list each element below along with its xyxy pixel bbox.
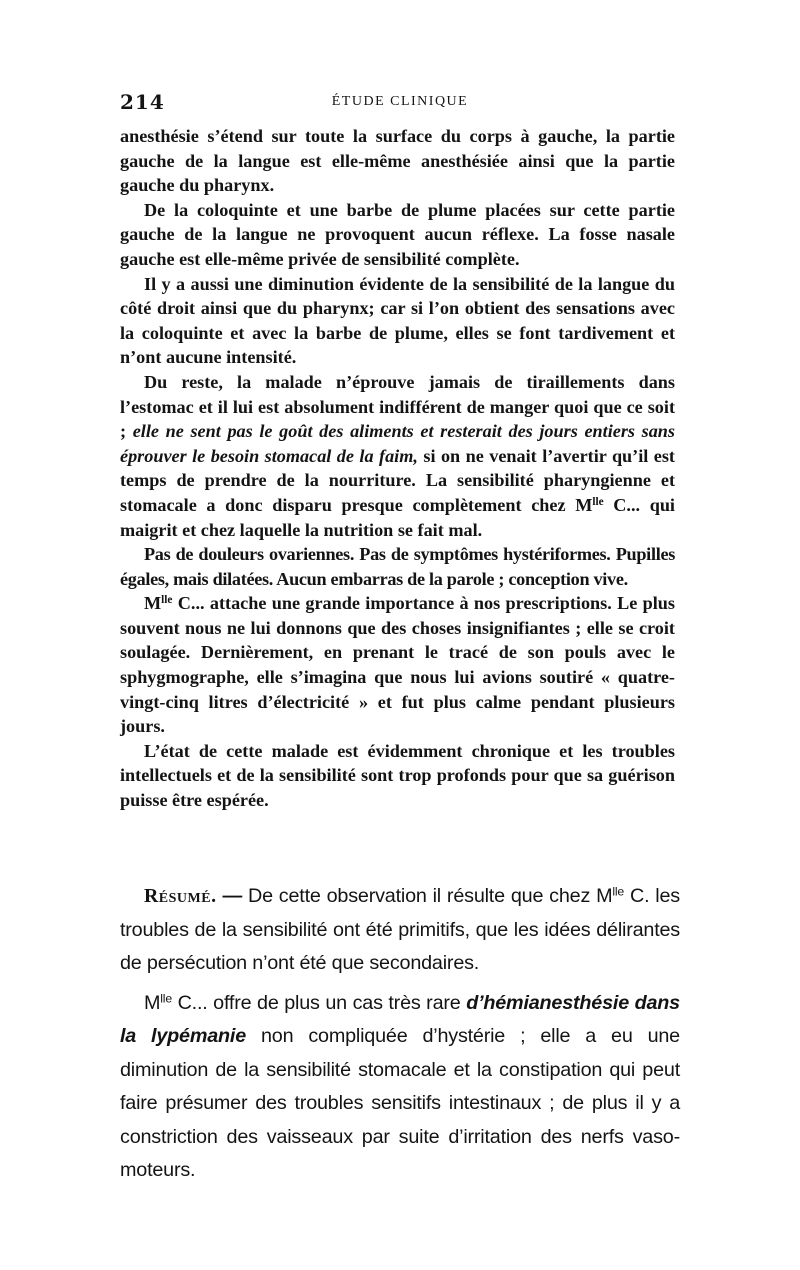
paragraph-6-m: M [144,593,162,614]
running-head: ÉTUDE CLINIQUE [331,94,469,109]
paragraph-4 [120,370,675,542]
summary-section [120,880,680,1188]
paragraph-6 [120,591,675,739]
summary-text-1b: C. les troubles de la sensibilité ont été primitifs, que les idées délirantes de persécution n’ont été que secondaires. [120,885,680,974]
page-number: 214 [120,90,165,114]
summary-m: M [144,991,161,1014]
paragraph-4-italic: elle ne sent pas le goût des aliments et resterait des jours entiers sans éprouver le besoin stomacal de la faim, [120,421,675,466]
summary-italic: d’hémianesthésie dans la lypémanie [120,991,680,1047]
summary-paragraph-1 [120,880,680,981]
paragraph-1: anesthésie s’étend sur toute la surface du corps à gauche, la partie gauche de la langue est elle-même anesthésiée ainsi que la partie gauche du pharynx. [120,126,675,196]
paragraph-7: L’état de cette malade est évidemment chronique et les troubles intellectuels et de la sensibilité sont trop profonds pour que sa guérison puisse être espérée. [120,740,675,811]
body-text [120,124,675,813]
summary-superscript-1: lle [612,884,625,899]
paragraph-3: Il y a aussi une diminution évidente de la sensibilité de la langue du côté droit ainsi que du pharynx; car si l’on obtient des sensations avec la coloquinte et avec la barbe de plume, elles se font tardivement et n’ont aucune intensité. [120,273,675,368]
paragraph-4-text-a: Du reste, la malade n’éprouve jamais de tiraillements dans l’estomac et il lui est absolument indifférent de manger quoi que ce soit ; [120,371,675,442]
summary-label: Résumé. [144,885,217,907]
paragraph-6-text: C... attache une grande importance à nos prescriptions. Le plus souvent nous ne lui donnons que des choses insignifiantes ; elle se croit soulagée. Dernièrement, en prenant le tracé de son pouls avec le sphygmographe, elle s’imagina que nous lui avions soutiré « quatre-vingt-cinq litres d’électricité » et fut plus calme pendant plusieurs jours. [120,593,675,737]
page-header [120,90,680,118]
paragraph-4-text-b: si on ne venait l’avertir qu’il est temps de prendre de la nourriture. La sensibilité pharyngienne et stomacale a donc disparu presque complètement chez M [120,445,675,515]
summary-text-2a: C... offre de plus un cas très rare [171,991,467,1014]
paragraph-4-text-c: C... qui maigrit et chez laquelle la nutrition se fait mal. [120,494,675,540]
paragraph-4-superscript: lle [592,495,604,508]
summary-paragraph-2 [120,987,680,1188]
paragraph-2: De la coloquinte et une barbe de plume placées sur cette partie gauche de la langue ne provoquent aucun réflexe. La fosse nasale gauche est elle-même privée de sensibilité complète. [120,199,675,269]
summary-dash: — [216,885,248,907]
paragraph-5: Pas de douleurs ovariennes. Pas de symptômes hystériformes. Pupilles égales, mais dilatées. Aucun embarras de la parole ; conception vive. [120,544,675,589]
summary-superscript-2: lle [160,990,172,1005]
summary-text-2b: non compliquée d’hystérie ; elle a eu une diminution de la sensibilité stomacale et la constipation qui peut faire présumer des troubles sensitifs intestinaux ; de plus il y a constriction des vaisseaux par suite d’irritation des nerfs vaso-moteurs. [120,1025,680,1181]
paragraph-6-superscript: lle [161,594,173,607]
summary-text-1a: De cette observation il résulte que chez M [247,885,613,907]
